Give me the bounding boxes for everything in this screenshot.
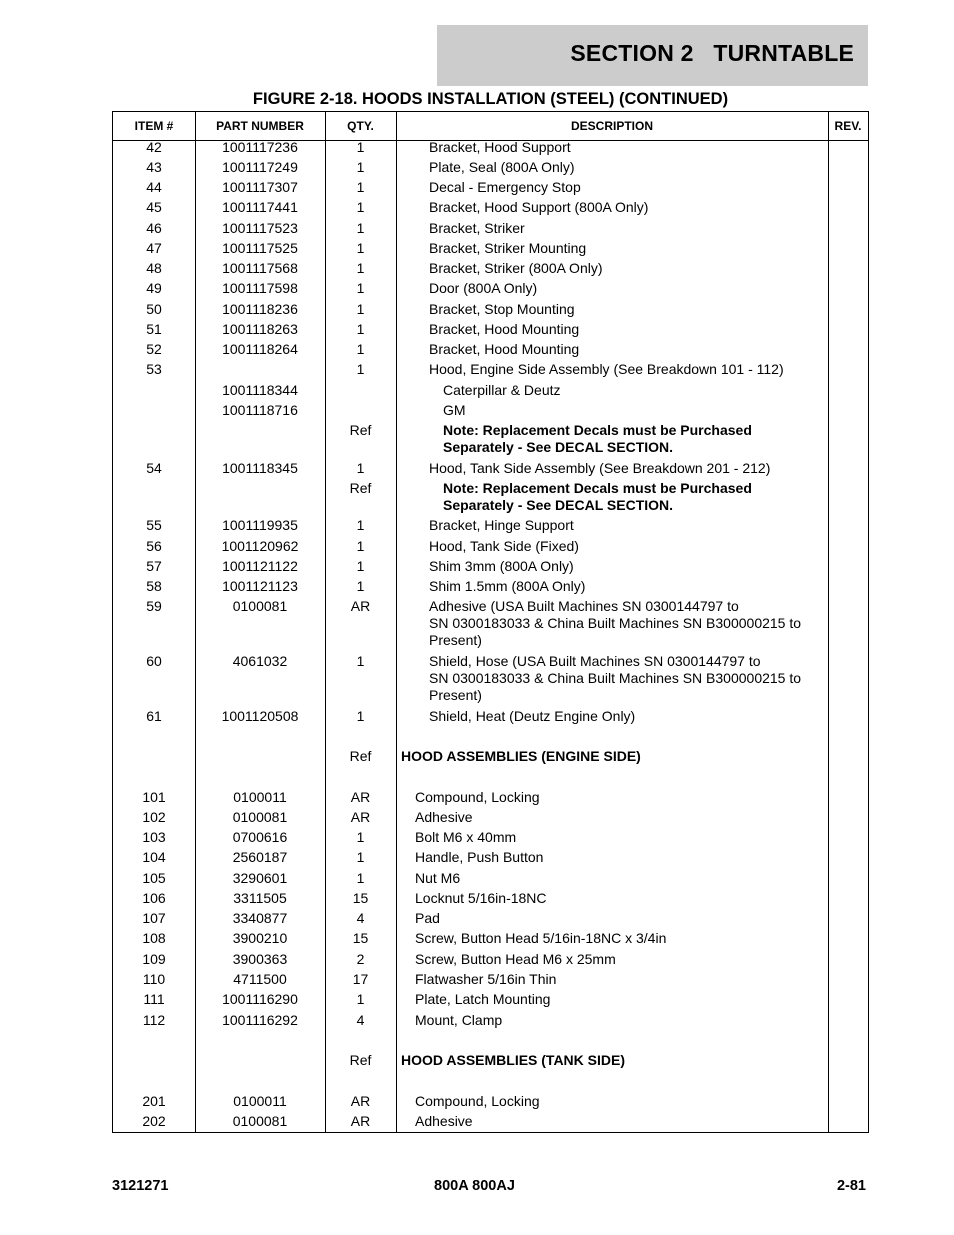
description-cell: Plate, Latch Mounting bbox=[415, 991, 551, 1007]
description-cell: Bracket, Striker bbox=[429, 220, 525, 236]
qty-cell: AR bbox=[350, 789, 371, 805]
part-number-cell: 1001121123 bbox=[222, 578, 298, 594]
qty-cell: 1 bbox=[356, 517, 365, 533]
qty-cell: 1 bbox=[356, 321, 365, 337]
description-cell: Screw, Button Head 5/16in-18NC x 3/4in bbox=[415, 930, 667, 946]
qty-cell: 1 bbox=[356, 991, 365, 1007]
description-cell: Bracket, Striker (800A Only) bbox=[429, 260, 603, 276]
part-number-cell: 0100081 bbox=[232, 1113, 288, 1129]
description-cell: Note: Replacement Decals must be Purchased Separately - See DECAL SECTION. bbox=[443, 480, 752, 513]
qty-cell: 1 bbox=[356, 179, 365, 195]
description-cell: HOOD ASSEMBLIES (TANK SIDE) bbox=[401, 1052, 626, 1068]
qty-cell: AR bbox=[350, 809, 371, 825]
qty-cell: Ref bbox=[349, 480, 372, 496]
item-cell: 59 bbox=[146, 598, 162, 614]
qty-cell: 1 bbox=[356, 159, 365, 175]
item-cell: 45 bbox=[146, 199, 162, 215]
description-cell: Compound, Locking bbox=[415, 789, 540, 805]
part-number-cell: 1001117568 bbox=[222, 260, 298, 276]
qty-cell: AR bbox=[350, 1113, 371, 1129]
part-number-cell: 0100081 bbox=[232, 598, 288, 614]
footer-doc-number: 3121271 bbox=[112, 1178, 169, 1194]
item-cell: 109 bbox=[142, 951, 166, 967]
qty-cell: 1 bbox=[356, 139, 365, 155]
part-number-cell: 1001116292 bbox=[222, 1012, 298, 1028]
part-number-cell: 1001116290 bbox=[222, 991, 298, 1007]
item-cell: 44 bbox=[146, 179, 162, 195]
item-cell: 49 bbox=[146, 280, 162, 296]
description-cell: Pad bbox=[415, 910, 440, 926]
qty-cell: 1 bbox=[356, 538, 365, 554]
part-number-cell: 0100011 bbox=[233, 789, 287, 805]
part-number-cell: 1001117598 bbox=[222, 280, 298, 296]
item-cell: 201 bbox=[142, 1093, 166, 1109]
item-cell: 58 bbox=[146, 578, 162, 594]
qty-cell: Ref bbox=[349, 748, 372, 764]
description-cell: Bracket, Hood Mounting bbox=[429, 341, 580, 357]
qty-cell: 4 bbox=[356, 1012, 365, 1028]
part-number-cell: 3340877 bbox=[232, 910, 288, 926]
part-number-cell: 1001119935 bbox=[222, 517, 298, 533]
description-cell: Handle, Push Button bbox=[415, 849, 544, 865]
part-number-cell: 1001120508 bbox=[221, 708, 299, 724]
description-cell: Screw, Button Head M6 x 25mm bbox=[415, 951, 616, 967]
description-cell: Adhesive bbox=[415, 809, 473, 825]
section-title: SECTION 2 TURNTABLE bbox=[570, 40, 854, 66]
item-cell: 112 bbox=[142, 1012, 166, 1028]
part-number-cell: 1001118344 bbox=[222, 382, 298, 398]
part-number-cell: 1001117525 bbox=[222, 240, 298, 256]
description-cell: HOOD ASSEMBLIES (ENGINE SIDE) bbox=[401, 748, 641, 764]
item-cell: 202 bbox=[142, 1113, 166, 1129]
item-cell: 102 bbox=[142, 809, 166, 825]
column-header-qty: QTY. bbox=[347, 119, 374, 133]
part-number-cell: 3290601 bbox=[232, 870, 288, 886]
qty-cell: 1 bbox=[356, 260, 365, 276]
footer-page-number: 2-81 bbox=[836, 1178, 866, 1194]
qty-cell: AR bbox=[350, 1093, 371, 1109]
footer-model: 800A 800AJ bbox=[434, 1178, 515, 1194]
part-number-cell: 1001118236 bbox=[222, 301, 298, 317]
description-cell: GM bbox=[443, 402, 466, 418]
item-cell: 48 bbox=[146, 260, 162, 276]
item-cell: 52 bbox=[146, 341, 162, 357]
description-cell: Shim 3mm (800A Only) bbox=[429, 558, 574, 574]
qty-cell: 1 bbox=[356, 280, 365, 296]
part-number-cell: 1001118263 bbox=[222, 321, 298, 337]
item-cell: 110 bbox=[142, 971, 166, 987]
item-cell: 103 bbox=[142, 829, 166, 845]
description-cell: Bolt M6 x 40mm bbox=[415, 829, 517, 845]
qty-cell: 1 bbox=[356, 460, 365, 476]
qty-cell: 1 bbox=[356, 653, 365, 669]
item-cell: 42 bbox=[146, 139, 162, 155]
item-cell: 53 bbox=[146, 361, 162, 377]
item-cell: 47 bbox=[146, 240, 162, 256]
part-number-cell: 1001117307 bbox=[222, 179, 298, 195]
figure-title: FIGURE 2-18. HOODS INSTALLATION (STEEL) (CONTINUED) bbox=[252, 90, 729, 108]
section-header bbox=[437, 25, 868, 86]
item-cell: 108 bbox=[142, 930, 166, 946]
qty-cell: 1 bbox=[356, 341, 365, 357]
description-cell: Plate, Seal (800A Only) bbox=[429, 159, 575, 175]
description-cell: Door (800A Only) bbox=[429, 280, 538, 296]
part-number-cell: 3311505 bbox=[233, 890, 287, 906]
description-cell: Hood, Engine Side Assembly (See Breakdown 101 - 112) bbox=[429, 361, 784, 377]
description-cell: Shim 1.5mm (800A Only) bbox=[429, 578, 586, 594]
description-cell: Adhesive (USA Built Machines SN 0300144797 to SN 0300183033 & China Built Machines SN B300000215 to Present) bbox=[429, 598, 802, 648]
description-cell: Shield, Heat (Deutz Engine Only) bbox=[429, 708, 636, 724]
qty-cell: 15 bbox=[352, 930, 369, 946]
item-cell: 107 bbox=[142, 910, 166, 926]
column-header-description: DESCRIPTION bbox=[570, 119, 653, 133]
qty-cell: 1 bbox=[356, 829, 365, 845]
part-number-cell: 1001120962 bbox=[221, 538, 299, 554]
qty-cell: 1 bbox=[356, 708, 365, 724]
part-number-cell: 4061032 bbox=[232, 653, 288, 669]
item-cell: 54 bbox=[146, 460, 162, 476]
column-header-part-number: PART NUMBER bbox=[216, 119, 304, 133]
item-cell: 43 bbox=[146, 159, 162, 175]
part-number-cell: 1001118345 bbox=[222, 460, 298, 476]
item-cell: 51 bbox=[146, 321, 162, 337]
qty-cell: 1 bbox=[356, 361, 365, 377]
item-cell: 50 bbox=[146, 301, 162, 317]
description-cell: Mount, Clamp bbox=[415, 1012, 503, 1028]
parts-table bbox=[112, 111, 869, 1133]
qty-cell: 1 bbox=[356, 301, 365, 317]
description-cell: Bracket, Hood Support (800A Only) bbox=[429, 199, 649, 215]
part-number-cell: 1001118716 bbox=[222, 402, 298, 418]
description-cell: Bracket, Stop Mounting bbox=[429, 301, 575, 317]
column-header-item: ITEM # bbox=[134, 119, 174, 133]
description-cell: Bracket, Hinge Support bbox=[429, 517, 574, 533]
qty-cell: 1 bbox=[356, 578, 365, 594]
qty-cell: 1 bbox=[356, 849, 365, 865]
qty-cell: Ref bbox=[349, 1052, 372, 1068]
description-cell: Compound, Locking bbox=[415, 1093, 540, 1109]
part-number-cell: 1001118264 bbox=[222, 341, 298, 357]
description-cell: Bracket, Hood Mounting bbox=[429, 321, 580, 337]
part-number-cell: 1001121122 bbox=[222, 558, 298, 574]
description-cell: Bracket, Hood Support bbox=[429, 139, 571, 155]
qty-cell: 15 bbox=[352, 890, 369, 906]
item-cell: 104 bbox=[142, 849, 166, 865]
description-cell: Nut M6 bbox=[415, 870, 461, 886]
qty-cell: 1 bbox=[356, 199, 365, 215]
description-cell: Decal - Emergency Stop bbox=[429, 179, 581, 195]
qty-cell: 1 bbox=[356, 870, 365, 886]
part-number-cell: 2560187 bbox=[232, 849, 288, 865]
qty-cell: 1 bbox=[356, 558, 365, 574]
part-number-cell: 3900363 bbox=[232, 951, 288, 967]
description-cell: Bracket, Striker Mounting bbox=[429, 240, 587, 256]
part-number-cell: 1001117441 bbox=[222, 199, 298, 215]
description-cell: Hood, Tank Side (Fixed) bbox=[429, 538, 579, 554]
qty-cell: 2 bbox=[356, 951, 365, 967]
part-number-cell: 4711500 bbox=[233, 971, 287, 987]
qty-cell: Ref bbox=[349, 422, 372, 438]
qty-cell: 1 bbox=[356, 220, 365, 236]
qty-cell: 1 bbox=[356, 240, 365, 256]
description-cell: Adhesive bbox=[415, 1113, 473, 1129]
item-cell: 46 bbox=[146, 220, 162, 236]
part-number-cell: 1001117523 bbox=[222, 220, 298, 236]
part-number-cell: 1001117236 bbox=[222, 139, 298, 155]
description-cell: Note: Replacement Decals must be Purchased Separately - See DECAL SECTION. bbox=[443, 422, 752, 455]
column-header-rev: REV. bbox=[834, 119, 862, 133]
part-number-cell: 0100011 bbox=[233, 1093, 287, 1109]
description-cell: Caterpillar & Deutz bbox=[443, 382, 561, 398]
qty-cell: AR bbox=[350, 598, 371, 614]
column-divider bbox=[828, 112, 829, 1132]
description-cell: Shield, Hose (USA Built Machines SN 0300144797 to SN 0300183033 & China Built Machines SN B300000215 to Present) bbox=[429, 653, 802, 703]
description-cell: Hood, Tank Side Assembly (See Breakdown 201 - 212) bbox=[429, 460, 771, 476]
part-number-cell: 0100081 bbox=[232, 809, 288, 825]
item-cell: 106 bbox=[142, 890, 166, 906]
item-cell: 57 bbox=[146, 558, 162, 574]
part-number-cell: 0700616 bbox=[232, 829, 288, 845]
item-cell: 101 bbox=[142, 789, 166, 805]
qty-cell: 17 bbox=[352, 971, 369, 987]
item-cell: 60 bbox=[146, 653, 162, 669]
item-cell: 55 bbox=[146, 517, 162, 533]
qty-cell: 4 bbox=[356, 910, 365, 926]
description-cell: Locknut 5/16in-18NC bbox=[415, 890, 547, 906]
part-number-cell: 3900210 bbox=[232, 930, 288, 946]
item-cell: 56 bbox=[146, 538, 162, 554]
description-cell: Flatwasher 5/16in Thin bbox=[415, 971, 557, 987]
item-cell: 105 bbox=[142, 870, 166, 886]
column-divider bbox=[396, 112, 397, 1132]
item-cell: 61 bbox=[146, 708, 162, 724]
item-cell: 111 bbox=[143, 991, 165, 1007]
part-number-cell: 1001117249 bbox=[222, 159, 298, 175]
